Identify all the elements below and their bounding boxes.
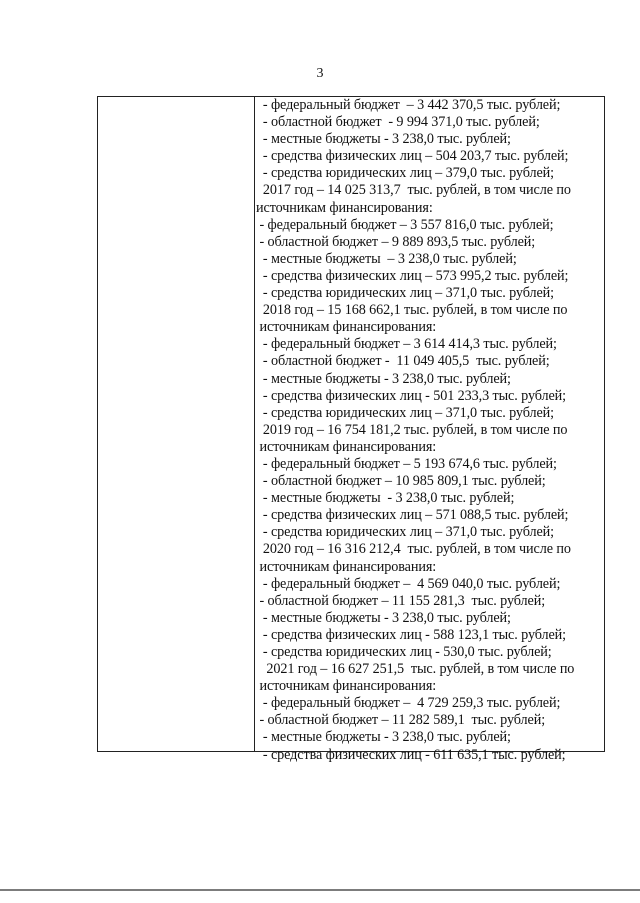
- funding-line: - средства физических лиц – 571 088,5 тыс. рублей;: [256, 507, 569, 524]
- funding-line: - областной бюджет - 11 049 405,5 тыс. рублей;: [256, 353, 550, 370]
- funding-line: - средства физических лиц – 573 995,2 тыс. рублей;: [256, 267, 569, 284]
- funding-line: - областной бюджет - 9 994 371,0 тыс. рублей;: [256, 114, 540, 131]
- funding-line: - местные бюджеты - 3 238,0 тыс. рублей;: [256, 131, 511, 148]
- funding-line: - местные бюджеты - 3 238,0 тыс. рублей;: [256, 729, 511, 746]
- funding-line: 2021 год – 16 627 251,5 тыс. рублей, в том числе по: [256, 661, 575, 678]
- table-left-cell: [98, 97, 255, 751]
- funding-line: источникам финансирования:: [256, 558, 437, 575]
- funding-line: - местные бюджеты – 3 238,0 тыс. рублей;: [256, 250, 517, 267]
- funding-line: - средства юридических лиц – 379,0 тыс. рублей;: [256, 165, 554, 182]
- funding-line: 2017 год – 14 025 313,7 тыс. рублей, в том числе по: [256, 182, 571, 199]
- funding-line: - местные бюджеты - 3 238,0 тыс. рублей;: [256, 609, 511, 626]
- funding-line: источникам финансирования:: [256, 199, 433, 216]
- funding-line: - федеральный бюджет – 3 557 816,0 тыс. рублей;: [256, 216, 554, 233]
- funding-line: источникам финансирования:: [256, 678, 437, 695]
- funding-line: - федеральный бюджет – 4 729 259,3 тыс. рублей;: [256, 695, 561, 712]
- funding-line: - областной бюджет – 11 155 281,3 тыс. рублей;: [256, 592, 546, 609]
- funding-line: - средства физических лиц - 588 123,1 тыс. рублей;: [256, 626, 567, 643]
- funding-line: - местные бюджеты - 3 238,0 тыс. рублей;: [256, 370, 511, 387]
- funding-line: - областной бюджет – 9 889 893,5 тыс. рублей;: [256, 233, 536, 250]
- funding-line: источникам финансирования:: [256, 438, 437, 455]
- funding-line: 2020 год – 16 316 212,4 тыс. рублей, в том числе по: [256, 541, 571, 558]
- funding-line: - областной бюджет – 11 282 589,1 тыс. рублей;: [256, 712, 546, 729]
- funding-line: - федеральный бюджет – 4 569 040,0 тыс. рублей;: [256, 575, 561, 592]
- funding-line: - средства юридических лиц - 530,0 тыс. рублей;: [256, 644, 552, 660]
- funding-line: - областной бюджет – 10 985 809,1 тыс. рублей;: [256, 473, 546, 490]
- bottom-scan-edge: [0, 889, 640, 891]
- funding-line: - местные бюджеты - 3 238,0 тыс. рублей;: [256, 490, 515, 507]
- funding-line: - федеральный бюджет – 5 193 674,6 тыс. рублей;: [256, 455, 557, 472]
- funding-line: - средства физических лиц - 611 635,1 тыс. рублей;: [256, 746, 566, 763]
- funding-line: - средства физических лиц - 501 233,3 тыс. рублей;: [256, 387, 567, 404]
- funding-line: - средства физических лиц – 504 203,7 тыс. рублей;: [256, 148, 569, 165]
- funding-line: - средства юридических лиц – 371,0 тыс. рублей;: [256, 404, 554, 421]
- funding-line: - средства юридических лиц – 371,0 тыс. рублей;: [256, 285, 554, 302]
- funding-line: 2018 год – 15 168 662,1 тыс. рублей, в том числе по: [256, 302, 568, 319]
- funding-line: - федеральный бюджет – 3 614 414,3 тыс. рублей;: [256, 336, 557, 353]
- funding-line: источникам финансирования:: [256, 319, 437, 336]
- page-number: 3: [316, 66, 324, 81]
- funding-line: - средства юридических лиц – 371,0 тыс. рублей;: [256, 524, 554, 541]
- funding-text-cell: [256, 97, 606, 764]
- funding-line: 2019 год – 16 754 181,2 тыс. рублей, в том числе по: [256, 421, 568, 438]
- funding-line: - федеральный бюджет – 3 442 370,5 тыс. рублей;: [256, 97, 561, 113]
